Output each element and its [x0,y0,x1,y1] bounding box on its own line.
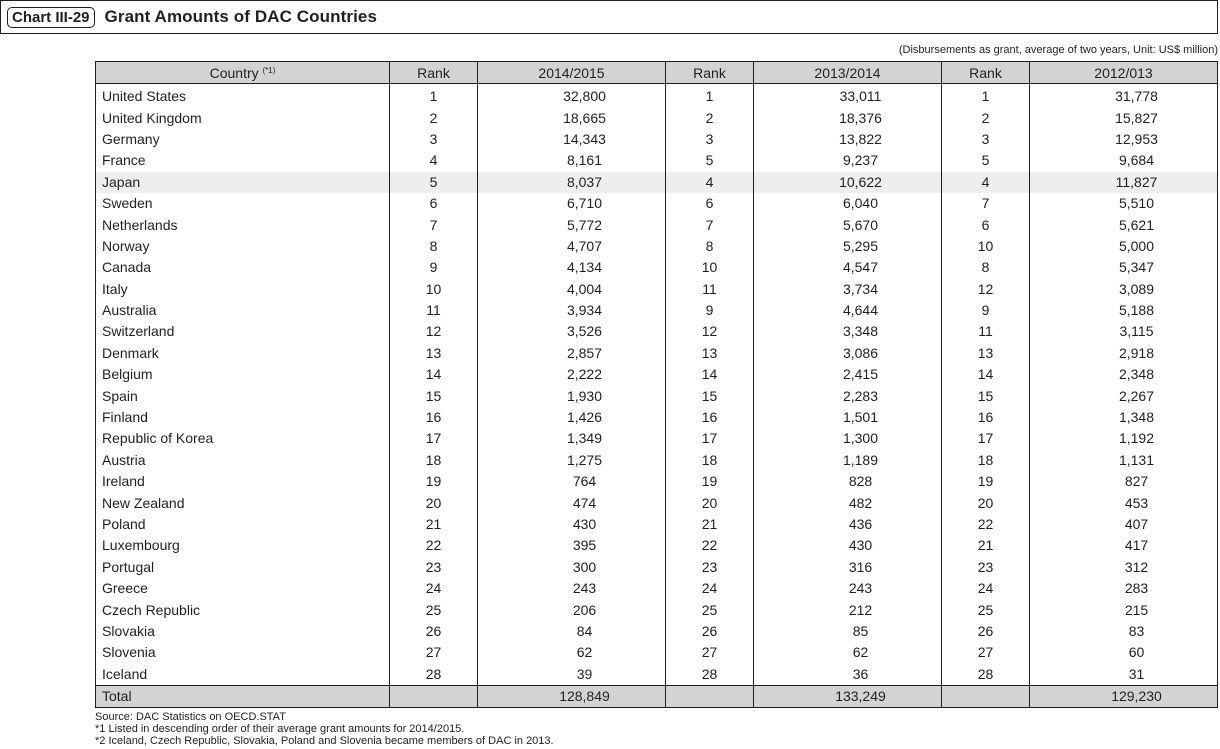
source-note: Source: DAC Statistics on OECD.STAT [95,711,286,723]
cell-amount-2014-2015: 8,037 [478,172,666,193]
cell-rank-2012-2013: 5 [942,150,1030,171]
cell-rank-2013-2014: 19 [666,471,754,492]
cell-country: France [96,150,390,171]
cell-country: Czech Republic [96,599,390,620]
cell-amount-2014-2015: 4,707 [478,236,666,257]
cell-amount-2014-2015: 62 [478,642,666,663]
cell-amount-2014-2015: 1,275 [478,450,666,471]
cell-rank-2014-2015: 23 [390,557,478,578]
cell-rank-2013-2014: 17 [666,428,754,449]
table-row [96,279,1218,300]
cell-rank-2014-2015: 26 [390,621,478,642]
chart-label: Chart III-29 [7,7,95,28]
cell-amount-2012-2013: 417 [1030,535,1218,556]
cell-country: Austria [96,450,390,471]
cell-amount-2014-2015: 395 [478,535,666,556]
cell-country: Portugal [96,557,390,578]
cell-amount-2012-2013: 15,827 [1030,107,1218,128]
cell-rank-2014-2015: 25 [390,599,478,620]
cell-country: Greece [96,578,390,599]
cell-rank-2013-2014: 13 [666,343,754,364]
cell-country: Slovenia [96,642,390,663]
cell-rank-2013-2014: 11 [666,279,754,300]
country-footnote-marker: (*1) [262,65,276,75]
cell-amount-2014-2015: 32,800 [478,84,666,108]
cell-amount-2013-2014: 436 [754,514,942,535]
cell-amount-2013-2014: 3,086 [754,343,942,364]
cell-rank-2014-2015: 11 [390,300,478,321]
table-row [96,321,1218,342]
cell-rank-2012-2013: 6 [942,214,1030,235]
cell-amount-2012-2013: 2,267 [1030,385,1218,406]
cell-rank-2014-2015: 4 [390,150,478,171]
cell-rank-2014-2015: 18 [390,450,478,471]
chart-title: Grant Amounts of DAC Countries [104,7,378,26]
cell-country: Poland [96,514,390,535]
cell-amount-2013-2014: 18,376 [754,107,942,128]
cell-rank-2014-2015: 24 [390,578,478,599]
cell-amount-2012-2013: 827 [1030,471,1218,492]
total-row [96,685,1218,707]
cell-amount-2014-2015: 6,710 [478,193,666,214]
cell-rank-2013-2014: 15 [666,385,754,406]
cell-amount-2013-2014: 13,822 [754,129,942,150]
footnote-2: *2 Iceland, Czech Republic, Slovakia, Poland and Slovenia became members of DAC in 2013. [95,735,554,747]
cell-country: Spain [96,385,390,406]
table-row [96,364,1218,385]
cell-rank-2012-2013: 4 [942,172,1030,193]
cell-rank-2012-2013: 1 [942,84,1030,108]
cell-country: Norway [96,236,390,257]
cell-rank-2014-2015: 8 [390,236,478,257]
cell-rank-2013-2014: 26 [666,621,754,642]
cell-rank-2014-2015: 6 [390,193,478,214]
table-row [96,450,1218,471]
cell-rank-2014-2015: 21 [390,514,478,535]
cell-amount-2012-2013: 1,192 [1030,428,1218,449]
cell-amount-2014-2015: 300 [478,557,666,578]
cell-amount-2013-2014: 5,670 [754,214,942,235]
cell-amount-2012-2013: 2,918 [1030,343,1218,364]
cell-country: Germany [96,129,390,150]
cell-rank-2013-2014: 24 [666,578,754,599]
table-row [96,257,1218,278]
cell-rank-2012-2013: 25 [942,599,1030,620]
cell-rank-2013-2014: 7 [666,214,754,235]
total-rank-3 [942,685,1030,707]
cell-amount-2014-2015: 14,343 [478,129,666,150]
cell-amount-2012-2013: 312 [1030,557,1218,578]
cell-rank-2014-2015: 28 [390,664,478,686]
table-row [96,557,1218,578]
table-row [96,471,1218,492]
cell-amount-2012-2013: 283 [1030,578,1218,599]
cell-amount-2012-2013: 5,000 [1030,236,1218,257]
table-row [96,428,1218,449]
cell-country: Netherlands [96,214,390,235]
cell-rank-2012-2013: 7 [942,193,1030,214]
cell-rank-2014-2015: 27 [390,642,478,663]
header-year-3: 2012/013 [1030,62,1218,84]
header-rank-3: Rank [942,62,1030,84]
cell-country: Ireland [96,471,390,492]
cell-rank-2012-2013: 16 [942,407,1030,428]
cell-amount-2014-2015: 5,772 [478,214,666,235]
cell-amount-2013-2014: 828 [754,471,942,492]
cell-amount-2013-2014: 5,295 [754,236,942,257]
cell-rank-2012-2013: 24 [942,578,1030,599]
header-year-1: 2014/2015 [478,62,666,84]
cell-country: Switzerland [96,321,390,342]
cell-rank-2012-2013: 15 [942,385,1030,406]
table-row [96,535,1218,556]
table-row [96,236,1218,257]
header-year-2: 2013/2014 [754,62,942,84]
cell-amount-2014-2015: 4,134 [478,257,666,278]
cell-rank-2012-2013: 3 [942,129,1030,150]
cell-amount-2012-2013: 11,827 [1030,172,1218,193]
cell-country: United Kingdom [96,107,390,128]
cell-amount-2012-2013: 12,953 [1030,129,1218,150]
cell-amount-2013-2014: 85 [754,621,942,642]
cell-amount-2013-2014: 10,622 [754,172,942,193]
cell-rank-2014-2015: 19 [390,471,478,492]
total-year-3: 129,230 [1030,685,1218,707]
cell-rank-2012-2013: 28 [942,664,1030,686]
cell-amount-2014-2015: 430 [478,514,666,535]
cell-country: New Zealand [96,492,390,513]
cell-rank-2013-2014: 27 [666,642,754,663]
header-country: Country $^{(*1)}$ [96,62,390,84]
cell-country: Italy [96,279,390,300]
cell-amount-2013-2014: 243 [754,578,942,599]
cell-rank-2014-2015: 15 [390,385,478,406]
total-year-2: 133,249 [754,685,942,707]
cell-amount-2013-2014: 62 [754,642,942,663]
cell-rank-2013-2014: 23 [666,557,754,578]
cell-rank-2012-2013: 19 [942,471,1030,492]
cell-rank-2013-2014: 28 [666,664,754,686]
cell-amount-2012-2013: 31,778 [1030,84,1218,108]
cell-rank-2013-2014: 20 [666,492,754,513]
cell-rank-2014-2015: 17 [390,428,478,449]
table-row [96,621,1218,642]
table-row [96,107,1218,128]
cell-amount-2014-2015: 764 [478,471,666,492]
cell-rank-2014-2015: 5 [390,172,478,193]
cell-amount-2014-2015: 2,857 [478,343,666,364]
table-row [96,514,1218,535]
table-row [96,172,1218,193]
cell-amount-2014-2015: 3,934 [478,300,666,321]
table-row [96,407,1218,428]
cell-rank-2013-2014: 21 [666,514,754,535]
chart-title-bar [0,0,1218,34]
cell-rank-2014-2015: 9 [390,257,478,278]
cell-rank-2013-2014: 6 [666,193,754,214]
table-row [96,193,1218,214]
cell-amount-2012-2013: 453 [1030,492,1218,513]
grant-table [95,61,1218,708]
cell-amount-2014-2015: 474 [478,492,666,513]
cell-country: Denmark [96,343,390,364]
cell-amount-2012-2013: 83 [1030,621,1218,642]
cell-rank-2012-2013: 8 [942,257,1030,278]
cell-country: Australia [96,300,390,321]
cell-amount-2012-2013: 1,348 [1030,407,1218,428]
total-rank-1 [390,685,478,707]
cell-rank-2012-2013: 18 [942,450,1030,471]
table-row [96,599,1218,620]
cell-rank-2012-2013: 21 [942,535,1030,556]
cell-rank-2013-2014: 9 [666,300,754,321]
cell-amount-2013-2014: 430 [754,535,942,556]
cell-amount-2013-2014: 1,189 [754,450,942,471]
cell-rank-2013-2014: 12 [666,321,754,342]
table-row [96,642,1218,663]
cell-amount-2012-2013: 3,089 [1030,279,1218,300]
table-row [96,578,1218,599]
cell-rank-2014-2015: 3 [390,129,478,150]
cell-rank-2012-2013: 26 [942,621,1030,642]
cell-rank-2012-2013: 2 [942,107,1030,128]
table-row [96,84,1218,108]
cell-rank-2014-2015: 20 [390,492,478,513]
header-rank-2: Rank [666,62,754,84]
cell-rank-2014-2015: 2 [390,107,478,128]
cell-rank-2012-2013: 13 [942,343,1030,364]
cell-amount-2012-2013: 5,621 [1030,214,1218,235]
cell-amount-2014-2015: 2,222 [478,364,666,385]
header-rank-1: Rank [390,62,478,84]
cell-rank-2013-2014: 18 [666,450,754,471]
cell-rank-2013-2014: 2 [666,107,754,128]
cell-rank-2014-2015: 7 [390,214,478,235]
cell-amount-2013-2014: 4,644 [754,300,942,321]
cell-amount-2013-2014: 3,348 [754,321,942,342]
table-body [96,84,1218,686]
cell-rank-2012-2013: 14 [942,364,1030,385]
cell-rank-2012-2013: 10 [942,236,1030,257]
cell-amount-2014-2015: 1,349 [478,428,666,449]
cell-rank-2012-2013: 9 [942,300,1030,321]
cell-rank-2014-2015: 22 [390,535,478,556]
cell-country: United States [96,84,390,108]
cell-rank-2012-2013: 20 [942,492,1030,513]
cell-rank-2013-2014: 10 [666,257,754,278]
cell-amount-2014-2015: 84 [478,621,666,642]
table-row [96,150,1218,171]
table-header-row [96,62,1218,84]
table-row [96,385,1218,406]
table-row [96,214,1218,235]
cell-amount-2014-2015: 1,930 [478,385,666,406]
total-label: Total [96,685,390,707]
cell-amount-2012-2013: 60 [1030,642,1218,663]
table-row [96,300,1218,321]
cell-country: Sweden [96,193,390,214]
footnote-1: *1 Listed in descending order of their average grant amounts for 2014/2015. [95,723,465,735]
table-row [96,492,1218,513]
cell-amount-2013-2014: 1,300 [754,428,942,449]
cell-amount-2013-2014: 2,415 [754,364,942,385]
cell-rank-2013-2014: 16 [666,407,754,428]
cell-country: Iceland [96,664,390,686]
cell-amount-2014-2015: 4,004 [478,279,666,300]
cell-amount-2013-2014: 4,547 [754,257,942,278]
unit-note: (Disbursements as grant, average of two years, Unit: US$ million) [898,44,1218,56]
cell-rank-2012-2013: 22 [942,514,1030,535]
cell-amount-2013-2014: 1,501 [754,407,942,428]
cell-rank-2014-2015: 10 [390,279,478,300]
cell-amount-2013-2014: 316 [754,557,942,578]
cell-amount-2013-2014: 482 [754,492,942,513]
cell-country: Republic of Korea [96,428,390,449]
cell-country: Luxembourg [96,535,390,556]
cell-rank-2013-2014: 8 [666,236,754,257]
cell-country: Japan [96,172,390,193]
cell-rank-2012-2013: 12 [942,279,1030,300]
cell-rank-2013-2014: 3 [666,129,754,150]
cell-rank-2014-2015: 14 [390,364,478,385]
cell-amount-2012-2013: 407 [1030,514,1218,535]
cell-rank-2012-2013: 11 [942,321,1030,342]
cell-amount-2012-2013: 9,684 [1030,150,1218,171]
cell-amount-2013-2014: 2,283 [754,385,942,406]
cell-rank-2014-2015: 13 [390,343,478,364]
total-rank-2 [666,685,754,707]
cell-amount-2012-2013: 2,348 [1030,364,1218,385]
table-row [96,129,1218,150]
cell-amount-2014-2015: 8,161 [478,150,666,171]
table-row [96,343,1218,364]
cell-rank-2013-2014: 1 [666,84,754,108]
cell-amount-2014-2015: 206 [478,599,666,620]
total-year-1: 128,849 [478,685,666,707]
cell-amount-2014-2015: 18,665 [478,107,666,128]
cell-country: Finland [96,407,390,428]
cell-country: Belgium [96,364,390,385]
cell-amount-2012-2013: 5,510 [1030,193,1218,214]
cell-amount-2012-2013: 3,115 [1030,321,1218,342]
cell-country: Canada [96,257,390,278]
cell-amount-2013-2014: 36 [754,664,942,686]
cell-rank-2013-2014: 4 [666,172,754,193]
cell-country: Slovakia [96,621,390,642]
cell-amount-2012-2013: 215 [1030,599,1218,620]
cell-amount-2013-2014: 33,011 [754,84,942,108]
cell-rank-2012-2013: 27 [942,642,1030,663]
cell-amount-2014-2015: 39 [478,664,666,686]
cell-amount-2014-2015: 1,426 [478,407,666,428]
cell-rank-2013-2014: 5 [666,150,754,171]
cell-amount-2013-2014: 6,040 [754,193,942,214]
cell-amount-2013-2014: 3,734 [754,279,942,300]
cell-rank-2014-2015: 12 [390,321,478,342]
cell-amount-2012-2013: 31 [1030,664,1218,686]
cell-rank-2013-2014: 25 [666,599,754,620]
cell-rank-2014-2015: 1 [390,84,478,108]
cell-amount-2012-2013: 5,347 [1030,257,1218,278]
cell-amount-2014-2015: 243 [478,578,666,599]
cell-rank-2013-2014: 14 [666,364,754,385]
cell-amount-2012-2013: 5,188 [1030,300,1218,321]
cell-rank-2014-2015: 16 [390,407,478,428]
table-row [96,664,1218,686]
cell-amount-2013-2014: 212 [754,599,942,620]
cell-rank-2013-2014: 22 [666,535,754,556]
footnotes [95,711,554,747]
cell-rank-2012-2013: 17 [942,428,1030,449]
cell-amount-2014-2015: 3,526 [478,321,666,342]
cell-rank-2012-2013: 23 [942,557,1030,578]
cell-amount-2013-2014: 9,237 [754,150,942,171]
cell-amount-2012-2013: 1,131 [1030,450,1218,471]
